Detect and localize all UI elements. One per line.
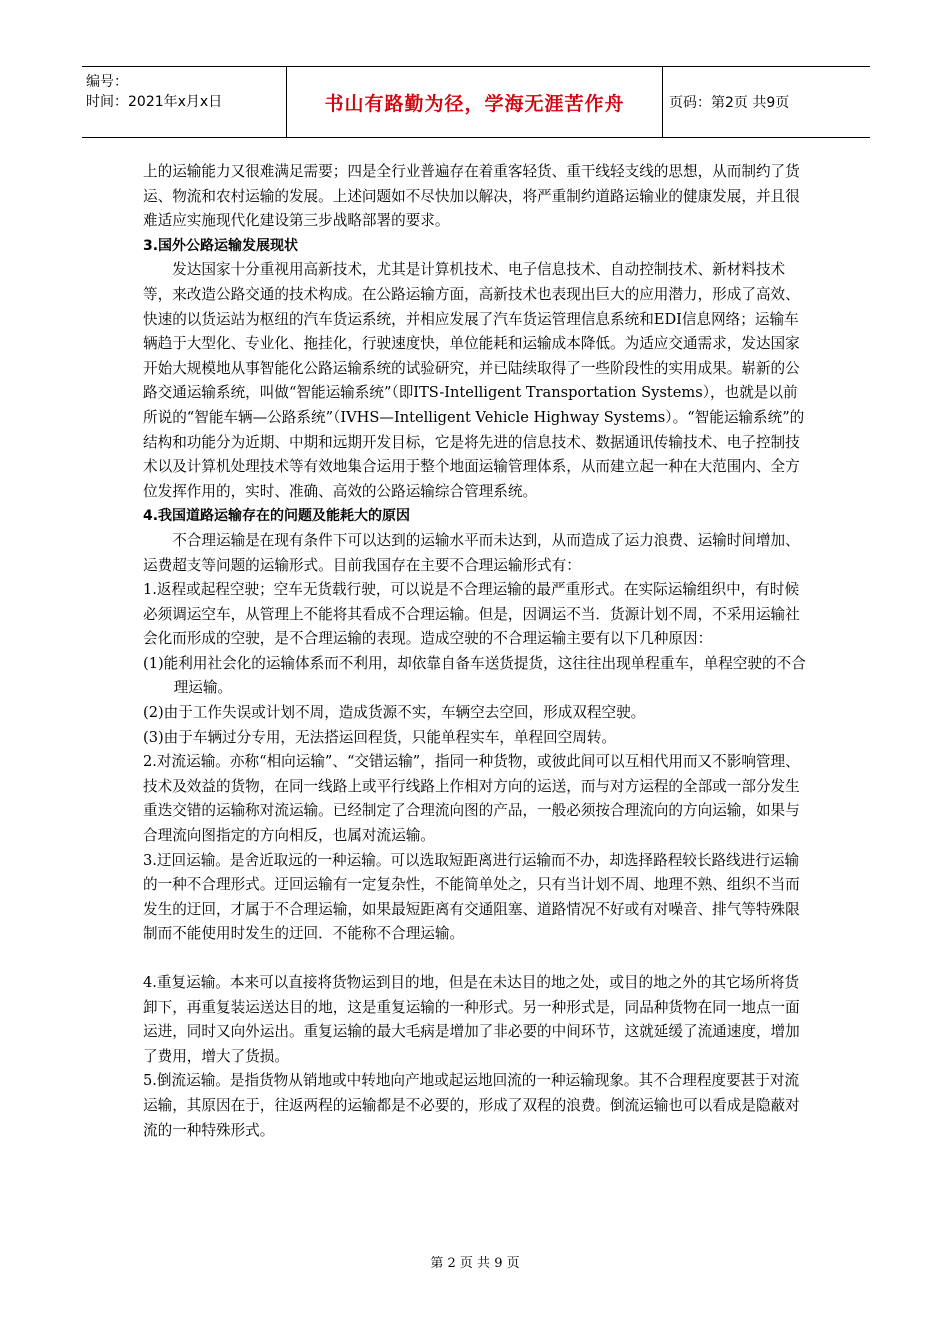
header-page-number: 页码：第2页 共9页 [669, 95, 790, 111]
sub-list-item: (1)能利用社会化的运输体系而不利用，却依靠自备车送货提货，这往往出现单程重车，单程空驶的不合理运输。 [143, 654, 806, 697]
document-number-label: 编号： [86, 74, 128, 90]
header-motto: 书山有路勤为径，学海无涯苦作舟 [287, 67, 663, 137]
sub-list-item: (2)由于工作失误或计划不周，造成货源不实，车辆空去空回，形成双程空驶。 [143, 704, 646, 722]
header-meta [82, 67, 287, 137]
paragraph: 发达国家十分重视用高新技术，尤其是计算机技术、电子信息技术、自动控制技术、新材料技术等，来改造公路交通的技术构成。在公路运输方面，高新技术也表现出巨大的应用潜力，形成了高效、快速的以货运站为枢纽的汽车货运系统，并相应发展了汽车货运管理信息系统和EDI信息网络；运输车辆趋于大型化、专业化、拖挂化，行驶速度快，单位能耗和运输成本降低。为适应交通需求，发达国家开始大规模地从事智能化公路运输系统的试验研究，并已陆续取得了一些阶段性的实用成果。崭新的公路交通运输系统，叫做“智能运输系统”（即ITS-Intelligent Transportation Systems），也就是以前所说的“智能车辆—公路系统”（IVHS—Intelligent Vehicle Highway Systems）。“智能运输系统”的结构和功能分为近期、中期和远期开发目标，它是将先进的信息技术、数据通讯传输技术、电子控制技术以及计算机处理技术等有效地集合运用于整个地面运输管理体系，从而建立起一种在大范围内、全方位发挥作用的，实时、准确、高效的公路运输综合管理系统。 [143, 261, 805, 500]
list-item: 3.迂回运输。是舍近取远的一种运输。可以选取短距离进行运输而不办，却选择路程较长路线进行运输的一种不合理形式。迂回运输有一定复杂性，不能简单处之，只有当计划不周、地理不熟、组织不当而发生的迂回，才属于不合理运输，如果最短距离有交通阻塞、道路情况不好或有对噪音、排气等特殊限制而不能使用时发生的迂回．不能称不合理运输。 [143, 851, 800, 943]
sub-list-item: (3)由于车辆过分专用，无法搭运回程货，只能单程实车，单程回空周转。 [143, 728, 617, 746]
document-body [143, 160, 807, 1143]
paragraph-gap [143, 947, 807, 971]
section-heading: 3.国外公路运输发展现状 [143, 237, 299, 254]
list-item: 1.返程或起程空驶；空车无货载行驶，可以说是不合理运输的最严重形式。在实际运输组织中，有时候必须调运空车，从管理上不能将其看成不合理运输。但是，因调运不当．货源计划不周，不采用运输社会化而形成的空驶，是不合理运输的表现。造成空驶的不合理运输主要有以下几种原因： [143, 581, 800, 648]
paragraph: 不合理运输是在现有条件下可以达到的运输水平而未达到，从而造成了运力浪费、运输时间增加、运费超支等问题的运输形式。目前我国存在主要不合理运输形式有： [143, 531, 800, 574]
page-header [82, 66, 870, 138]
section-heading: 4.我国道路运输存在的问题及能耗大的原因 [143, 508, 411, 525]
page-footer: 第 2 页 共 9 页 [430, 1256, 520, 1271]
list-item: 2.对流运输。亦称“相向运输”、“交错运输”，指同一种货物，或彼此间可以互相代用而又不影响管理、技术及效益的货物，在同一线路上或平行线路上作相对方向的运送，而与对方运程的全部或一部分发生重迭交错的运输称对流运输。已经制定了合理流向图的产品，一般必须按合理流向的方向运输，如果与合理流向图指定的方向相反，也属对流运输。 [143, 753, 800, 845]
document-date-label: 时间：2021年x月x日 [86, 94, 223, 110]
paragraph: 上的运输能力又很难满足需要；四是全行业普遍存在着重客轻货、重干线轻支线的思想，从而制约了货运、物流和农村运输的发展。上述问题如不尽快加以解决，将严重制约道路运输业的健康发展，并且很难适应实施现代化建设第三步战略部署的要求。 [143, 163, 800, 230]
list-item: 4.重复运输。本来可以直接将货物运到目的地，但是在未达目的地之处，或目的地之外的其它场所将货卸下，再重复装运送达目的地，这是重复运输的一种形式。另一种形式是，同品种货物在同一地点一面运进，同时又向外运出。重复运输的最大毛病是增加了非必要的中间环节，这就延缓了流通速度，增加了费用，增大了货损。 [143, 974, 800, 1065]
list-item: 5.倒流运输。是指货物从销地或中转地向产地或起运地回流的一种运输现象。其不合理程度要甚于对流运输，其原因在于，往返两程的运输都是不必要的，形成了双程的浪费。倒流运输也可以看成是隐蔽对流的一种特殊形式。 [143, 1072, 800, 1139]
